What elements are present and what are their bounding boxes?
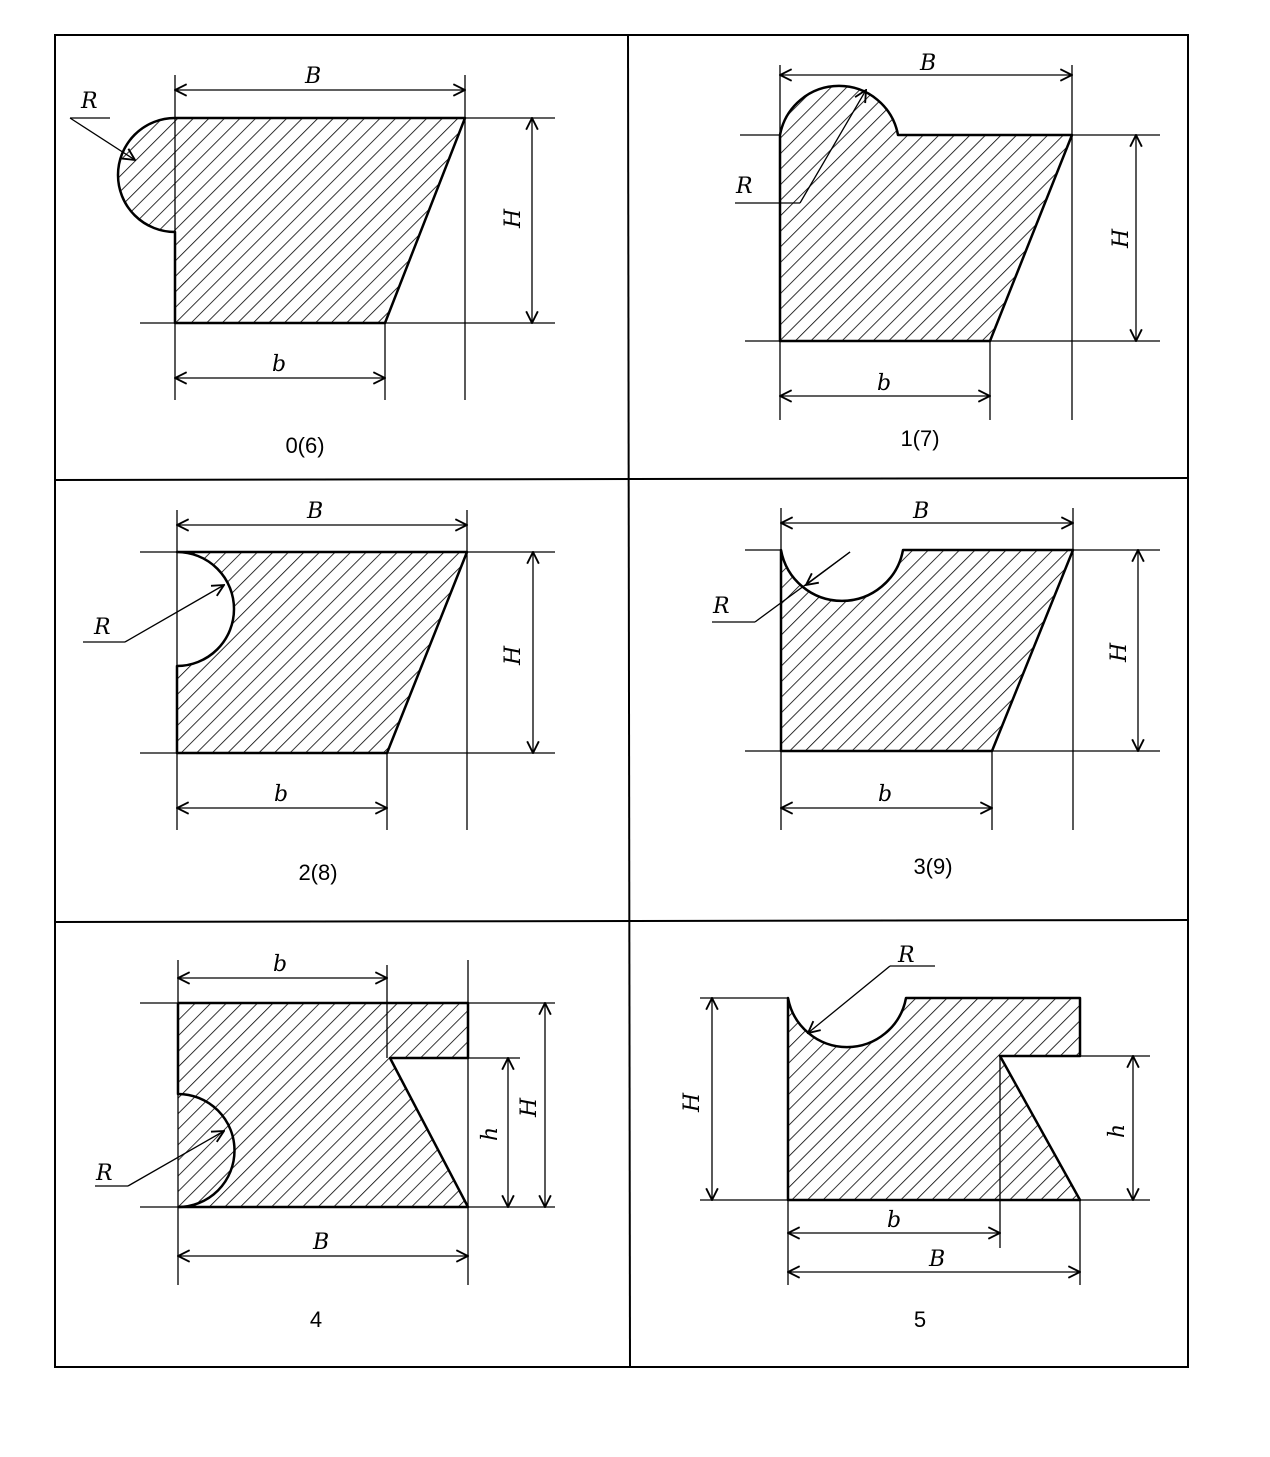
variant-5-section xyxy=(788,998,1080,1200)
variant-3-9-label-R: R xyxy=(713,594,730,619)
variant-0-6-label-H: H xyxy=(501,208,526,228)
variant-0-6-label-B: B xyxy=(305,64,322,89)
variant-5-caption: 5 xyxy=(913,1307,927,1332)
variant-5-label-R: R xyxy=(898,943,915,968)
variant-0-6-label-R: R xyxy=(81,89,98,114)
variant-2-8-label-b: b xyxy=(274,782,289,807)
variant-0-6-label-b: b xyxy=(272,352,287,377)
variant-2-8 xyxy=(83,499,555,885)
variant-3-9-label-B: B xyxy=(913,499,930,524)
variant-3-9-label-H: H xyxy=(1107,642,1132,662)
variant-1-7-label-R: R xyxy=(736,174,753,199)
variant-3-9-label-b: b xyxy=(878,782,893,807)
variant-2-8-label-H: H xyxy=(501,645,526,665)
variant-2-8-section xyxy=(177,552,467,753)
variant-2-8-label-R: R xyxy=(94,615,111,640)
variant-5 xyxy=(680,943,1150,1332)
variant-3-9-caption: 3(9) xyxy=(913,854,953,879)
variant-1-7-caption: 1(7) xyxy=(900,426,940,451)
variant-0-6-section xyxy=(118,118,465,323)
variant-4-label-h: h xyxy=(478,1126,503,1141)
variant-3-9-section xyxy=(781,550,1073,751)
variant-4-label-R: R xyxy=(96,1161,113,1186)
variant-5-label-H: H xyxy=(680,1092,705,1112)
variant-1-7 xyxy=(735,51,1160,451)
variant-4-section xyxy=(178,1003,468,1207)
variant-2-8-label-B: B xyxy=(307,499,324,524)
variant-4 xyxy=(95,952,555,1332)
variant-2-8-caption: 2(8) xyxy=(298,860,338,885)
variant-4-label-B: B xyxy=(313,1230,330,1255)
variant-1-7-label-b: b xyxy=(877,371,892,396)
variant-5-label-B: B xyxy=(929,1247,946,1272)
variant-3-9 xyxy=(712,499,1160,879)
variant-4-label-b: b xyxy=(273,952,288,977)
variant-1-7-label-B: B xyxy=(920,51,937,76)
variant-5-label-b: b xyxy=(887,1208,902,1233)
variant-4-label-H: H xyxy=(517,1097,542,1117)
variant-5-label-h: h xyxy=(1105,1123,1130,1138)
variant-0-6-caption: 0(6) xyxy=(285,433,325,458)
variant-1-7-label-H: H xyxy=(1109,228,1134,248)
variant-0-6 xyxy=(70,64,555,458)
variant-1-7-section xyxy=(780,86,1072,341)
variant-4-caption: 4 xyxy=(309,1307,323,1332)
